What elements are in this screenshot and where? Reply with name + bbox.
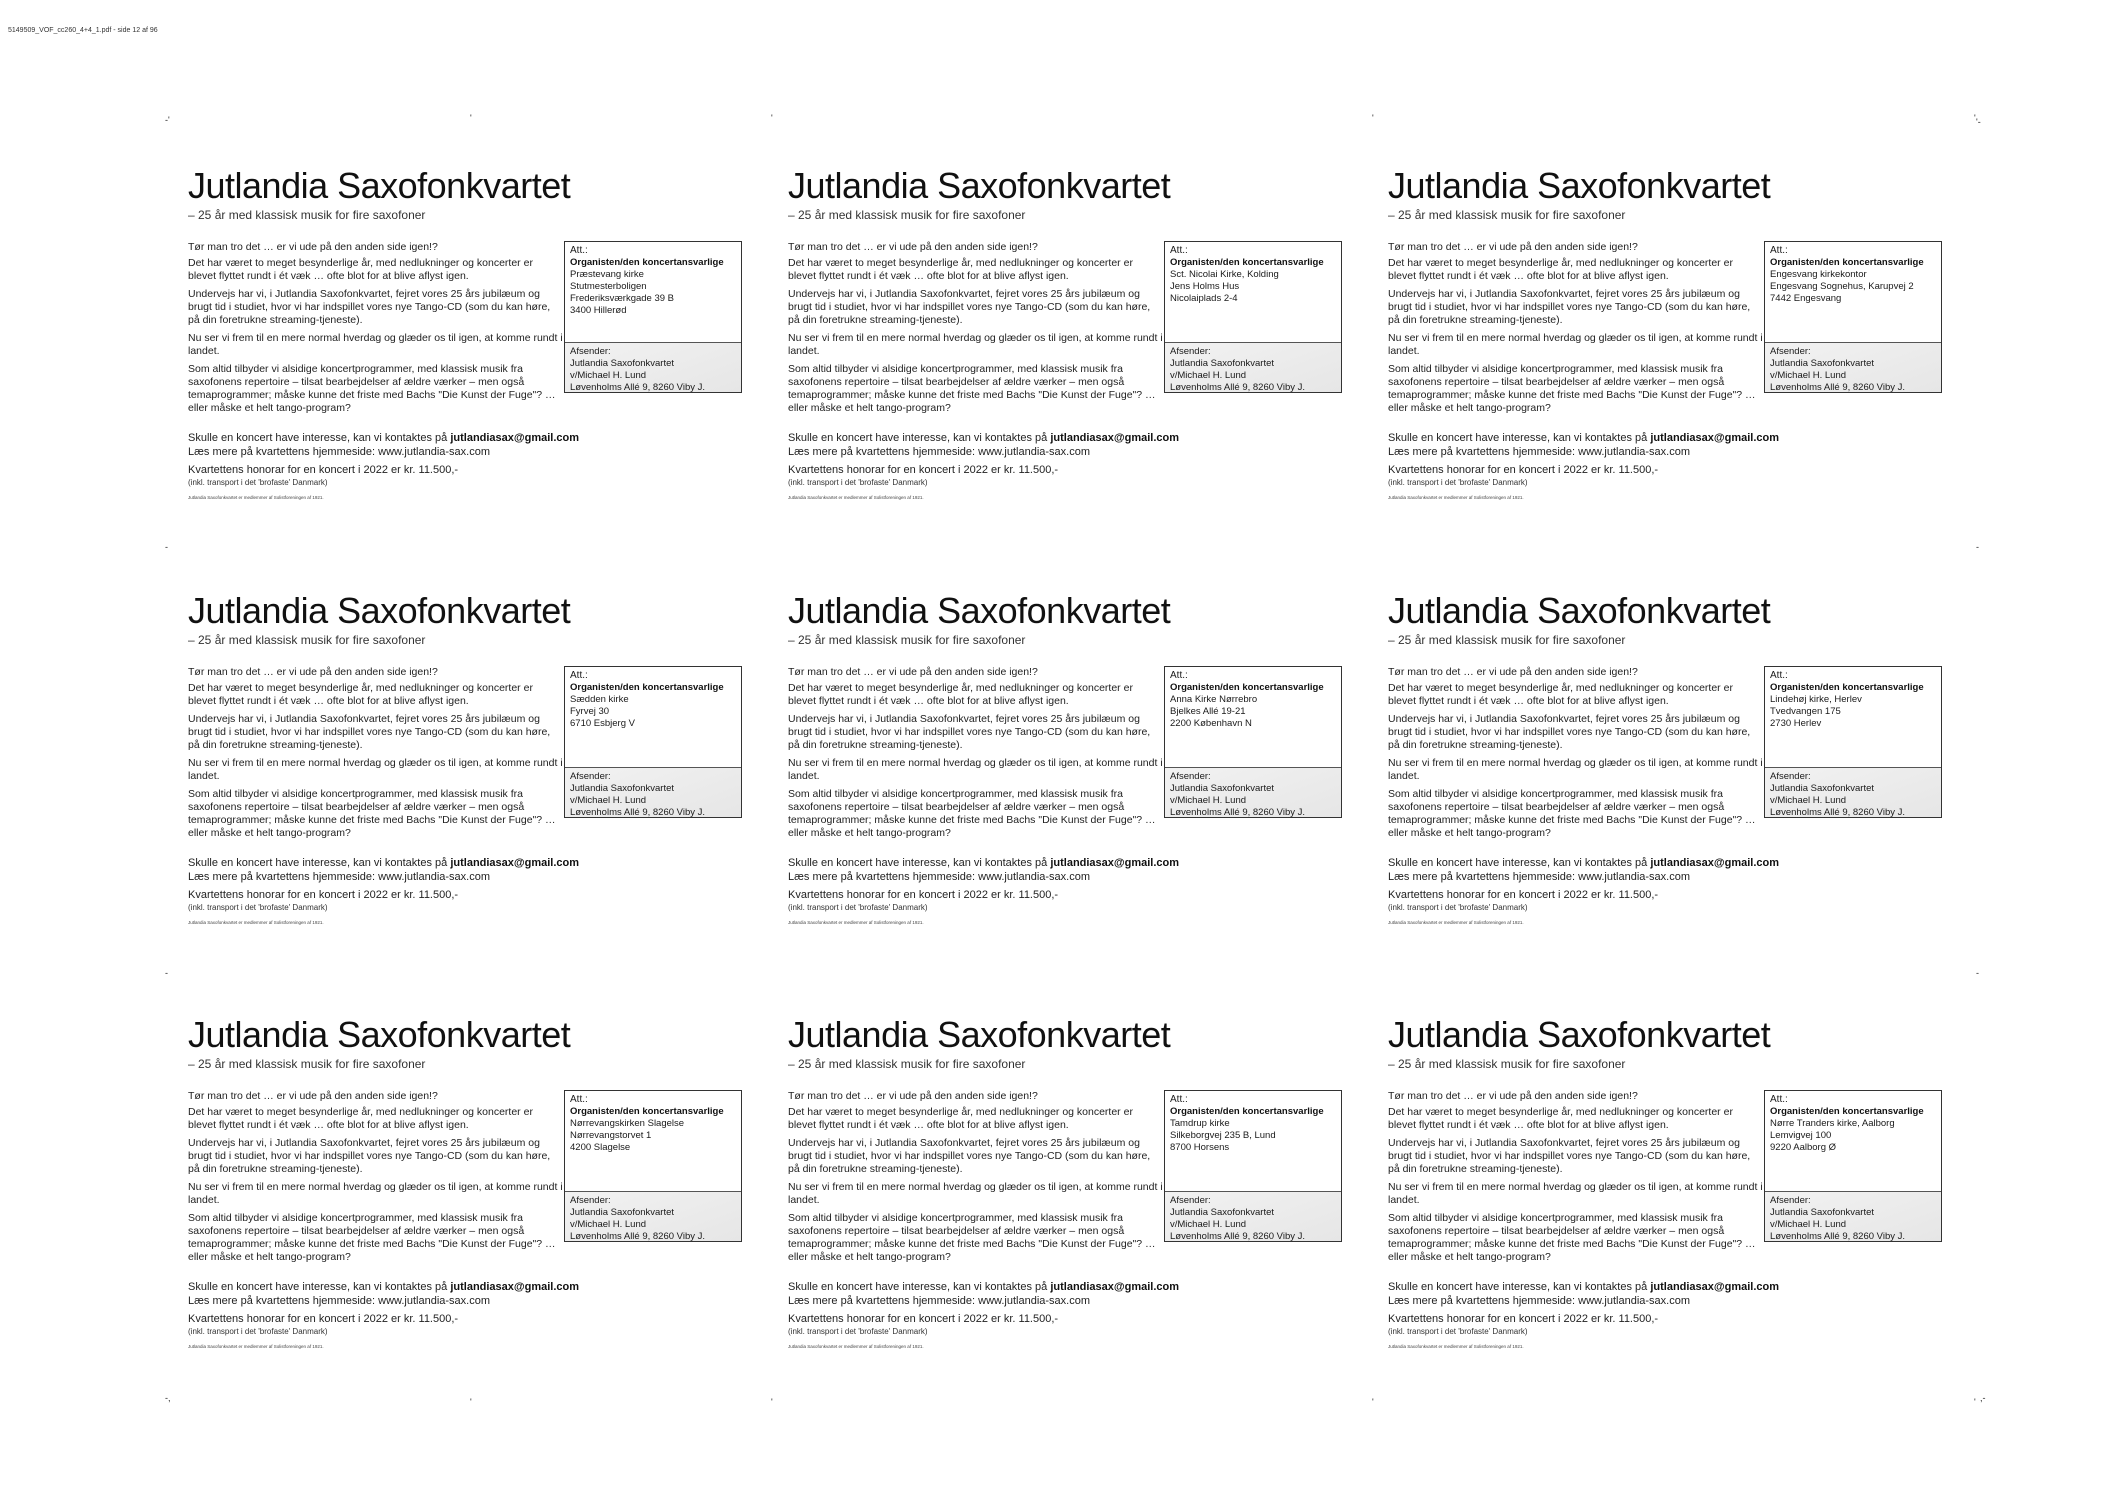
recipient-line: Silkeborgvej 235 B, Lund bbox=[1170, 1130, 1276, 1141]
recipient-address bbox=[1770, 1118, 1936, 1154]
recipient-block bbox=[1765, 667, 1941, 767]
body-paragraph: Det har været to meget besynderlige år, med nedlukninger og koncerter er blevet flyttet rundt i ét væk … ofte blot for at blive aflyst igen. bbox=[1388, 1106, 1733, 1131]
sender-line: Løvenholms Allé 9, 8260 Viby J. bbox=[1770, 382, 1906, 393]
contact-email: jutlandiasax@gmail.com bbox=[450, 432, 580, 444]
body-paragraph: Tør man tro det … er vi ude på den anden side igen!? bbox=[188, 1090, 438, 1102]
sender-block bbox=[565, 1191, 741, 1241]
body-paragraph: Undervejs har vi, i Jutlandia Saxofonkvartet, fejret vores 25 års jubilæum og brugt tid i studiet, hvor vi har indspillet vores nye Tango-CD (som du kan høre, på din foretrukne streaming-tjeneste). bbox=[1388, 1137, 1751, 1175]
concert-flyer bbox=[788, 165, 1348, 525]
fee-note: (inkl. transport i det 'brofaste' Danmark) bbox=[788, 903, 928, 912]
body-paragraph: Undervejs har vi, i Jutlandia Saxofonkvartet, fejret vores 25 års jubilæum og brugt tid i studiet, hvor vi har indspillet vores nye Tango-CD (som du kan høre, på din foretrukne streaming-tjeneste). bbox=[1388, 288, 1751, 326]
contact-prefix: Skulle en koncert have interesse, kan vi kontaktes på bbox=[788, 857, 1051, 869]
body-paragraph: Det har været to meget besynderlige år, med nedlukninger og koncerter er blevet flyttet rundt i ét væk … ofte blot for at blive aflyst igen. bbox=[188, 257, 533, 282]
body-paragraph: Nu ser vi frem til en mere normal hverdag og glæder os til igen, at komme rundt i landet. bbox=[788, 332, 1163, 357]
small-print: Jutlandia Saxofonkvartet er medlemmer af Solistforeningen af 1921. bbox=[1388, 495, 1524, 500]
sender-line: Jutlandia Saxofonkvartet bbox=[1170, 1207, 1275, 1218]
body-paragraph: Som altid tilbyder vi alsidige koncertprogrammer, med klassisk musik fra saxofonens repertoire – tilsat bearbejdelser af ældre værker – men også temaprogrammer; måske kunne det friste med Bachs "Die Kunst der Fuge"? … eller måske et helt tango-program? bbox=[188, 1212, 556, 1263]
recipient-line: Nørrevangskirken Slagelse bbox=[570, 1118, 685, 1129]
sender-line: Jutlandia Saxofonkvartet bbox=[1170, 783, 1275, 794]
att-label: Att.: bbox=[1770, 245, 1788, 256]
contact-email: jutlandiasax@gmail.com bbox=[1050, 857, 1180, 869]
recipient-address bbox=[1770, 269, 1936, 305]
sender-line: Løvenholms Allé 9, 8260 Viby J. bbox=[1770, 807, 1906, 818]
recipient-line: Nicolaiplads 2-4 bbox=[1170, 293, 1238, 304]
flyer-subtitle: – 25 år med klassisk musik for fire saxofoner bbox=[788, 208, 1026, 222]
body-paragraph: Det har været to meget besynderlige år, med nedlukninger og koncerter er blevet flyttet rundt i ét væk … ofte blot for at blive aflyst igen. bbox=[1388, 682, 1733, 707]
flyer-subtitle: – 25 år med klassisk musik for fire saxofoner bbox=[188, 1057, 426, 1071]
sender-block bbox=[565, 767, 741, 817]
sender-line: Løvenholms Allé 9, 8260 Viby J. bbox=[1170, 382, 1306, 393]
fee-line: Kvartettens honorar for en koncert i 2022 er kr. 11.500,- bbox=[188, 1313, 459, 1325]
sender-label: Afsender: bbox=[570, 771, 611, 782]
contact-prefix: Skulle en koncert have interesse, kan vi kontaktes på bbox=[188, 1281, 451, 1293]
concert-flyer bbox=[188, 1014, 748, 1374]
fee-line: Kvartettens honorar for en koncert i 2022 er kr. 11.500,- bbox=[188, 464, 459, 476]
concert-flyer bbox=[1388, 165, 1948, 525]
sender-line: Løvenholms Allé 9, 8260 Viby J. bbox=[1170, 1231, 1306, 1242]
att-label: Att.: bbox=[570, 670, 588, 681]
recipient-line: Nørre Tranders kirke, Aalborg bbox=[1770, 1118, 1895, 1129]
sender-label: Afsender: bbox=[570, 346, 611, 357]
recipient-address bbox=[1770, 694, 1936, 730]
flyer-body bbox=[1388, 1090, 1763, 1269]
flyer-subtitle: – 25 år med klassisk musik for fire saxofoner bbox=[1388, 633, 1626, 647]
sender-line: v/Michael H. Lund bbox=[1170, 370, 1247, 381]
concert-flyer bbox=[788, 1014, 1348, 1374]
contact-email: jutlandiasax@gmail.com bbox=[1650, 1281, 1780, 1293]
sender-block bbox=[1165, 767, 1341, 817]
flyer-title: Jutlandia Saxofonkvartet bbox=[188, 165, 571, 206]
body-paragraph: Det har været to meget besynderlige år, med nedlukninger og koncerter er blevet flyttet rundt i ét væk … ofte blot for at blive aflyst igen. bbox=[188, 682, 533, 707]
recipient-line: Fyrvej 30 bbox=[570, 706, 610, 717]
sender-line: v/Michael H. Lund bbox=[570, 1219, 647, 1230]
body-paragraph: Undervejs har vi, i Jutlandia Saxofonkvartet, fejret vores 25 års jubilæum og brugt tid i studiet, hvor vi har indspillet vores nye Tango-CD (som du kan høre, på din foretrukne streaming-tjeneste). bbox=[788, 288, 1151, 326]
body-paragraph: Som altid tilbyder vi alsidige koncertprogrammer, med klassisk musik fra saxofonens repertoire – tilsat bearbejdelser af ældre værker – men også temaprogrammer; måske kunne det friste med Bachs "Die Kunst der Fuge"? … eller måske et helt tango-program? bbox=[788, 363, 1156, 414]
recipient-role: Organisten/den koncertansvarlige bbox=[1170, 682, 1324, 693]
att-label: Att.: bbox=[1770, 1094, 1788, 1105]
recipient-role: Organisten/den koncertansvarlige bbox=[1170, 257, 1324, 268]
body-paragraph: Undervejs har vi, i Jutlandia Saxofonkvartet, fejret vores 25 års jubilæum og brugt tid i studiet, hvor vi har indspillet vores nye Tango-CD (som du kan høre, på din foretrukne streaming-tjeneste). bbox=[1388, 713, 1751, 751]
body-paragraph: Nu ser vi frem til en mere normal hverdag og glæder os til igen, at komme rundt i landet. bbox=[188, 332, 563, 357]
body-paragraph: Tør man tro det … er vi ude på den anden side igen!? bbox=[188, 666, 438, 678]
body-paragraph: Tør man tro det … er vi ude på den anden side igen!? bbox=[1388, 666, 1638, 678]
contact-block bbox=[188, 431, 748, 459]
recipient-role: Organisten/den koncertansvarlige bbox=[570, 682, 724, 693]
website-line: Læs mere på kvartettens hjemmeside: www.jutlandia-sax.com bbox=[188, 446, 491, 458]
crop-mark: - bbox=[1976, 542, 1979, 552]
recipient-block bbox=[1165, 667, 1341, 767]
fee-note: (inkl. transport i det 'brofaste' Danmark) bbox=[1388, 903, 1528, 912]
body-paragraph: Undervejs har vi, i Jutlandia Saxofonkvartet, fejret vores 25 års jubilæum og brugt tid i studiet, hvor vi har indspillet vores nye Tango-CD (som du kan høre, på din foretrukne streaming-tjeneste). bbox=[788, 1137, 1151, 1175]
crop-mark: ' bbox=[1372, 1397, 1374, 1407]
sender-line: Løvenholms Allé 9, 8260 Viby J. bbox=[570, 807, 706, 818]
crop-mark: - bbox=[165, 968, 168, 978]
body-paragraph: Som altid tilbyder vi alsidige koncertprogrammer, med klassisk musik fra saxofonens repertoire – tilsat bearbejdelser af ældre værker – men også temaprogrammer; måske kunne det friste med Bachs "Die Kunst der Fuge"? … eller måske et helt tango-program? bbox=[788, 788, 1156, 839]
recipient-role: Organisten/den koncertansvarlige bbox=[1170, 1106, 1324, 1117]
address-box bbox=[1764, 1090, 1942, 1242]
crop-mark: -, bbox=[165, 1393, 171, 1403]
website-line: Læs mere på kvartettens hjemmeside: www.jutlandia-sax.com bbox=[1388, 446, 1691, 458]
flyer-body bbox=[1388, 666, 1763, 845]
att-label: Att.: bbox=[1170, 245, 1188, 256]
website-line: Læs mere på kvartettens hjemmeside: www.jutlandia-sax.com bbox=[788, 446, 1091, 458]
address-box bbox=[1164, 241, 1342, 393]
recipient-address bbox=[570, 694, 736, 730]
recipient-line: Sct. Nicolai Kirke, Kolding bbox=[1170, 269, 1279, 280]
contact-line bbox=[1388, 856, 1948, 870]
sender-line: v/Michael H. Lund bbox=[1170, 795, 1247, 806]
address-box bbox=[1764, 241, 1942, 393]
flyer-title: Jutlandia Saxofonkvartet bbox=[188, 1014, 571, 1055]
contact-email: jutlandiasax@gmail.com bbox=[450, 1281, 580, 1293]
fee-note: (inkl. transport i det 'brofaste' Danmark) bbox=[1388, 1327, 1528, 1336]
crop-mark: ' bbox=[771, 1397, 773, 1407]
small-print: Jutlandia Saxofonkvartet er medlemmer af Solistforeningen af 1921. bbox=[188, 920, 324, 925]
att-label: Att.: bbox=[1170, 1094, 1188, 1105]
flyer-subtitle: – 25 år med klassisk musik for fire saxofoner bbox=[188, 208, 426, 222]
body-paragraph: Som altid tilbyder vi alsidige koncertprogrammer, med klassisk musik fra saxofonens repertoire – tilsat bearbejdelser af ældre værker – men også temaprogrammer; måske kunne det friste med Bachs "Die Kunst der Fuge"? … eller måske et helt tango-program? bbox=[1388, 1212, 1756, 1263]
body-paragraph: Nu ser vi frem til en mere normal hverdag og glæder os til igen, at komme rundt i landet. bbox=[188, 1181, 563, 1206]
recipient-line: Tamdrup kirke bbox=[1170, 1118, 1230, 1129]
contact-block bbox=[788, 431, 1348, 459]
fee-note: (inkl. transport i det 'brofaste' Danmark) bbox=[188, 478, 328, 487]
document-header: 5149509_VOF_cc260_4+4_1.pdf - side 12 af 96 bbox=[8, 27, 158, 34]
body-paragraph: Nu ser vi frem til en mere normal hverdag og glæder os til igen, at komme rundt i landet. bbox=[788, 1181, 1163, 1206]
website-line: Læs mere på kvartettens hjemmeside: www.jutlandia-sax.com bbox=[1388, 1295, 1691, 1307]
body-paragraph: Nu ser vi frem til en mere normal hverdag og glæder os til igen, at komme rundt i landet. bbox=[788, 757, 1163, 782]
contact-prefix: Skulle en koncert have interesse, kan vi kontaktes på bbox=[1388, 1281, 1651, 1293]
flyer-title: Jutlandia Saxofonkvartet bbox=[788, 1014, 1171, 1055]
recipient-line: 6710 Esbjerg V bbox=[570, 718, 635, 729]
sender-line: Løvenholms Allé 9, 8260 Viby J. bbox=[1770, 1231, 1906, 1242]
concert-flyer bbox=[1388, 1014, 1948, 1374]
crop-mark: - bbox=[165, 542, 168, 552]
crop-mark: ' bbox=[470, 1397, 472, 1407]
sender-line: v/Michael H. Lund bbox=[1170, 1219, 1247, 1230]
recipient-line: Præstevang kirke bbox=[570, 269, 644, 280]
body-paragraph: Tør man tro det … er vi ude på den anden side igen!? bbox=[188, 241, 438, 253]
contact-prefix: Skulle en koncert have interesse, kan vi kontaktes på bbox=[188, 432, 451, 444]
sender-line: Jutlandia Saxofonkvartet bbox=[570, 358, 675, 369]
flyer-subtitle: – 25 år med klassisk musik for fire saxofoner bbox=[788, 633, 1026, 647]
recipient-line: Lindehøj kirke, Herlev bbox=[1770, 694, 1862, 705]
sender-line: Jutlandia Saxofonkvartet bbox=[1770, 358, 1875, 369]
concert-flyer bbox=[188, 165, 748, 525]
body-paragraph: Tør man tro det … er vi ude på den anden side igen!? bbox=[788, 666, 1038, 678]
body-paragraph: Det har været to meget besynderlige år, med nedlukninger og koncerter er blevet flyttet rundt i ét væk … ofte blot for at blive aflyst igen. bbox=[788, 682, 1133, 707]
body-paragraph: Nu ser vi frem til en mere normal hverdag og glæder os til igen, at komme rundt i landet. bbox=[1388, 1181, 1763, 1206]
body-paragraph: Som altid tilbyder vi alsidige koncertprogrammer, med klassisk musik fra saxofonens repertoire – tilsat bearbejdelser af ældre værker – men også temaprogrammer; måske kunne det friste med Bachs "Die Kunst der Fuge"? … eller måske et helt tango-program? bbox=[1388, 788, 1756, 839]
flyer-subtitle: – 25 år med klassisk musik for fire saxofoner bbox=[188, 633, 426, 647]
concert-flyer bbox=[188, 590, 748, 950]
recipient-line: Frederiksværkgade 39 B bbox=[570, 293, 675, 304]
contact-line bbox=[788, 856, 1348, 870]
recipient-line: Nørrevangstorvet 1 bbox=[570, 1130, 652, 1141]
body-paragraph: Tør man tro det … er vi ude på den anden side igen!? bbox=[788, 241, 1038, 253]
att-label: Att.: bbox=[1770, 670, 1788, 681]
contact-email: jutlandiasax@gmail.com bbox=[1050, 1281, 1180, 1293]
sender-block bbox=[1765, 1191, 1941, 1241]
crop-mark: ' bbox=[470, 113, 472, 123]
fee-line: Kvartettens honorar for en koncert i 2022 er kr. 11.500,- bbox=[788, 464, 1059, 476]
recipient-role: Organisten/den koncertansvarlige bbox=[570, 257, 724, 268]
body-paragraph: Det har været to meget besynderlige år, med nedlukninger og koncerter er blevet flyttet rundt i ét væk … ofte blot for at blive aflyst igen. bbox=[788, 1106, 1133, 1131]
sender-label: Afsender: bbox=[570, 1195, 611, 1206]
sender-label: Afsender: bbox=[1770, 771, 1811, 782]
body-paragraph: Undervejs har vi, i Jutlandia Saxofonkvartet, fejret vores 25 års jubilæum og brugt tid i studiet, hvor vi har indspillet vores nye Tango-CD (som du kan høre, på din foretrukne streaming-tjeneste). bbox=[188, 1137, 551, 1175]
recipient-line: Anna Kirke Nørrebro bbox=[1170, 694, 1258, 705]
sender-line: Jutlandia Saxofonkvartet bbox=[1770, 1207, 1875, 1218]
address-box bbox=[1164, 666, 1342, 818]
recipient-address bbox=[1170, 1118, 1336, 1154]
body-paragraph: Nu ser vi frem til en mere normal hverdag og glæder os til igen, at komme rundt i landet. bbox=[1388, 332, 1763, 357]
recipient-block bbox=[565, 242, 741, 342]
recipient-line: Tvedvangen 175 bbox=[1770, 706, 1841, 717]
flyer-subtitle: – 25 år med klassisk musik for fire saxofoner bbox=[1388, 208, 1626, 222]
sender-label: Afsender: bbox=[1770, 346, 1811, 357]
recipient-line: Sædden kirke bbox=[570, 694, 629, 705]
contact-line bbox=[788, 431, 1348, 445]
body-paragraph: Som altid tilbyder vi alsidige koncertprogrammer, med klassisk musik fra saxofonens repertoire – tilsat bearbejdelser af ældre værker – men også temaprogrammer; måske kunne det friste med Bachs "Die Kunst der Fuge"? … eller måske et helt tango-program? bbox=[188, 363, 556, 414]
recipient-role: Organisten/den koncertansvarlige bbox=[1770, 1106, 1924, 1117]
small-print: Jutlandia Saxofonkvartet er medlemmer af Solistforeningen af 1921. bbox=[788, 1344, 924, 1349]
flyer-body bbox=[1388, 241, 1763, 420]
fee-line: Kvartettens honorar for en koncert i 2022 er kr. 11.500,- bbox=[1388, 464, 1659, 476]
recipient-role: Organisten/den koncertansvarlige bbox=[1770, 257, 1924, 268]
contact-line bbox=[188, 856, 748, 870]
contact-block bbox=[1388, 856, 1948, 884]
crop-mark: '- bbox=[1976, 117, 1981, 127]
fee-line: Kvartettens honorar for en koncert i 2022 er kr. 11.500,- bbox=[1388, 1313, 1659, 1325]
flyer-body bbox=[188, 1090, 563, 1269]
recipient-address bbox=[570, 269, 736, 317]
contact-block bbox=[188, 856, 748, 884]
recipient-line: 2730 Herlev bbox=[1770, 718, 1822, 729]
contact-block bbox=[1388, 431, 1948, 459]
contact-line bbox=[1388, 1280, 1948, 1294]
recipient-line: Bjelkes Allé 19-21 bbox=[1170, 706, 1246, 717]
fee-line: Kvartettens honorar for en koncert i 2022 er kr. 11.500,- bbox=[1388, 889, 1659, 901]
website-line: Læs mere på kvartettens hjemmeside: www.jutlandia-sax.com bbox=[788, 871, 1091, 883]
body-paragraph: Undervejs har vi, i Jutlandia Saxofonkvartet, fejret vores 25 års jubilæum og brugt tid i studiet, hvor vi har indspillet vores nye Tango-CD (som du kan høre, på din foretrukne streaming-tjeneste). bbox=[788, 713, 1151, 751]
recipient-line: Lemvigvej 100 bbox=[1770, 1130, 1832, 1141]
fee-note: (inkl. transport i det 'brofaste' Danmark) bbox=[188, 1327, 328, 1336]
contact-prefix: Skulle en koncert have interesse, kan vi kontaktes på bbox=[1388, 857, 1651, 869]
fee-line: Kvartettens honorar for en koncert i 2022 er kr. 11.500,- bbox=[788, 889, 1059, 901]
sender-block bbox=[1765, 342, 1941, 392]
recipient-address bbox=[1170, 269, 1336, 305]
fee-note: (inkl. transport i det 'brofaste' Danmark) bbox=[1388, 478, 1528, 487]
sender-block bbox=[565, 342, 741, 392]
att-label: Att.: bbox=[570, 1094, 588, 1105]
crop-mark: ' bbox=[1974, 113, 1976, 123]
recipient-block bbox=[1165, 242, 1341, 342]
sender-line: Løvenholms Allé 9, 8260 Viby J. bbox=[570, 382, 706, 393]
sender-line: v/Michael H. Lund bbox=[570, 795, 647, 806]
fee-note: (inkl. transport i det 'brofaste' Danmark) bbox=[188, 903, 328, 912]
concert-flyer bbox=[1388, 590, 1948, 950]
flyer-title: Jutlandia Saxofonkvartet bbox=[1388, 1014, 1771, 1055]
address-box bbox=[1764, 666, 1942, 818]
flyer-body bbox=[188, 666, 563, 845]
contact-prefix: Skulle en koncert have interesse, kan vi kontaktes på bbox=[188, 857, 451, 869]
sender-line: v/Michael H. Lund bbox=[1770, 795, 1847, 806]
concert-flyer bbox=[788, 590, 1348, 950]
website-line: Læs mere på kvartettens hjemmeside: www.jutlandia-sax.com bbox=[788, 1295, 1091, 1307]
recipient-role: Organisten/den koncertansvarlige bbox=[1770, 682, 1924, 693]
sender-block bbox=[1765, 767, 1941, 817]
sender-line: Jutlandia Saxofonkvartet bbox=[570, 783, 675, 794]
body-paragraph: Som altid tilbyder vi alsidige koncertprogrammer, med klassisk musik fra saxofonens repertoire – tilsat bearbejdelser af ældre værker – men også temaprogrammer; måske kunne det friste med Bachs "Die Kunst der Fuge"? … eller måske et helt tango-program? bbox=[788, 1212, 1156, 1263]
small-print: Jutlandia Saxofonkvartet er medlemmer af Solistforeningen af 1921. bbox=[188, 1344, 324, 1349]
recipient-block bbox=[1765, 242, 1941, 342]
flyer-title: Jutlandia Saxofonkvartet bbox=[788, 165, 1171, 206]
body-paragraph: Nu ser vi frem til en mere normal hverdag og glæder os til igen, at komme rundt i landet. bbox=[188, 757, 563, 782]
sender-line: Jutlandia Saxofonkvartet bbox=[1170, 358, 1275, 369]
recipient-block bbox=[565, 1091, 741, 1191]
sender-line: Jutlandia Saxofonkvartet bbox=[1770, 783, 1875, 794]
recipient-address bbox=[1170, 694, 1336, 730]
sender-label: Afsender: bbox=[1170, 1195, 1211, 1206]
small-print: Jutlandia Saxofonkvartet er medlemmer af Solistforeningen af 1921. bbox=[788, 920, 924, 925]
recipient-line: Engesvang kirkekontor bbox=[1770, 269, 1867, 280]
contact-line bbox=[1388, 431, 1948, 445]
website-line: Læs mere på kvartettens hjemmeside: www.jutlandia-sax.com bbox=[188, 1295, 491, 1307]
contact-block bbox=[788, 856, 1348, 884]
body-paragraph: Som altid tilbyder vi alsidige koncertprogrammer, med klassisk musik fra saxofonens repertoire – tilsat bearbejdelser af ældre værker – men også temaprogrammer; måske kunne det friste med Bachs "Die Kunst der Fuge"? … eller måske et helt tango-program? bbox=[1388, 363, 1756, 414]
body-paragraph: Som altid tilbyder vi alsidige koncertprogrammer, med klassisk musik fra saxofonens repertoire – tilsat bearbejdelser af ældre værker – men også temaprogrammer; måske kunne det friste med Bachs "Die Kunst der Fuge"? … eller måske et helt tango-program? bbox=[188, 788, 556, 839]
recipient-line: 7442 Engesvang bbox=[1770, 293, 1842, 304]
sender-line: Jutlandia Saxofonkvartet bbox=[570, 1207, 675, 1218]
recipient-block bbox=[1765, 1091, 1941, 1191]
small-print: Jutlandia Saxofonkvartet er medlemmer af Solistforeningen af 1921. bbox=[188, 495, 324, 500]
flyer-title: Jutlandia Saxofonkvartet bbox=[1388, 590, 1771, 631]
flyer-subtitle: – 25 år med klassisk musik for fire saxofoner bbox=[788, 1057, 1026, 1071]
body-paragraph: Det har været to meget besynderlige år, med nedlukninger og koncerter er blevet flyttet rundt i ét væk … ofte blot for at blive aflyst igen. bbox=[1388, 257, 1733, 282]
contact-block bbox=[1388, 1280, 1948, 1308]
contact-email: jutlandiasax@gmail.com bbox=[450, 857, 580, 869]
crop-mark: ' bbox=[771, 113, 773, 123]
sender-label: Afsender: bbox=[1170, 771, 1211, 782]
body-paragraph: Undervejs har vi, i Jutlandia Saxofonkvartet, fejret vores 25 års jubilæum og brugt tid i studiet, hvor vi har indspillet vores nye Tango-CD (som du kan høre, på din foretrukne streaming-tjeneste). bbox=[188, 288, 551, 326]
fee-note: (inkl. transport i det 'brofaste' Danmark) bbox=[788, 478, 928, 487]
sender-block bbox=[1165, 342, 1341, 392]
fee-note: (inkl. transport i det 'brofaste' Danmark) bbox=[788, 1327, 928, 1336]
recipient-role: Organisten/den koncertansvarlige bbox=[570, 1106, 724, 1117]
small-print: Jutlandia Saxofonkvartet er medlemmer af Solistforeningen af 1921. bbox=[788, 495, 924, 500]
fee-line: Kvartettens honorar for en koncert i 2022 er kr. 11.500,- bbox=[188, 889, 459, 901]
sender-label: Afsender: bbox=[1770, 1195, 1811, 1206]
body-paragraph: Tør man tro det … er vi ude på den anden side igen!? bbox=[788, 1090, 1038, 1102]
fee-line: Kvartettens honorar for en koncert i 2022 er kr. 11.500,- bbox=[788, 1313, 1059, 1325]
flyer-title: Jutlandia Saxofonkvartet bbox=[1388, 165, 1771, 206]
recipient-line: Stutmesterboligen bbox=[570, 281, 647, 292]
body-paragraph: Tør man tro det … er vi ude på den anden side igen!? bbox=[1388, 241, 1638, 253]
recipient-line: Engesvang Sognehus, Karupvej 2 bbox=[1770, 281, 1914, 292]
address-box bbox=[1164, 1090, 1342, 1242]
crop-mark: ' bbox=[1372, 113, 1374, 123]
sender-line: Løvenholms Allé 9, 8260 Viby J. bbox=[1170, 807, 1306, 818]
body-paragraph: Det har været to meget besynderlige år, med nedlukninger og koncerter er blevet flyttet rundt i ét væk … ofte blot for at blive aflyst igen. bbox=[788, 257, 1133, 282]
flyer-title: Jutlandia Saxofonkvartet bbox=[788, 590, 1171, 631]
contact-email: jutlandiasax@gmail.com bbox=[1650, 857, 1780, 869]
contact-prefix: Skulle en koncert have interesse, kan vi kontaktes på bbox=[1388, 432, 1651, 444]
contact-line bbox=[188, 1280, 748, 1294]
flyer-subtitle: – 25 år med klassisk musik for fire saxofoner bbox=[1388, 1057, 1626, 1071]
contact-prefix: Skulle en koncert have interesse, kan vi kontaktes på bbox=[788, 1281, 1051, 1293]
contact-block bbox=[788, 1280, 1348, 1308]
contact-email: jutlandiasax@gmail.com bbox=[1650, 432, 1780, 444]
contact-line bbox=[788, 1280, 1348, 1294]
contact-email: jutlandiasax@gmail.com bbox=[1050, 432, 1180, 444]
body-paragraph: Undervejs har vi, i Jutlandia Saxofonkvartet, fejret vores 25 års jubilæum og brugt tid i studiet, hvor vi har indspillet vores nye Tango-CD (som du kan høre, på din foretrukne streaming-tjeneste). bbox=[188, 713, 551, 751]
crop-mark: -' bbox=[165, 115, 170, 125]
crop-mark: ' bbox=[1974, 1397, 1976, 1407]
flyer-body bbox=[788, 241, 1163, 420]
sender-line: v/Michael H. Lund bbox=[570, 370, 647, 381]
recipient-line: Jens Holms Hus bbox=[1170, 281, 1240, 292]
address-box bbox=[564, 241, 742, 393]
website-line: Læs mere på kvartettens hjemmeside: www.jutlandia-sax.com bbox=[1388, 871, 1691, 883]
contact-line bbox=[188, 431, 748, 445]
address-box bbox=[564, 1090, 742, 1242]
flyer-body bbox=[788, 1090, 1163, 1269]
recipient-line: 9220 Aalborg Ø bbox=[1770, 1142, 1837, 1153]
body-paragraph: Nu ser vi frem til en mere normal hverdag og glæder os til igen, at komme rundt i landet. bbox=[1388, 757, 1763, 782]
recipient-line: 8700 Horsens bbox=[1170, 1142, 1230, 1153]
recipient-block bbox=[565, 667, 741, 767]
recipient-address bbox=[570, 1118, 736, 1154]
contact-block bbox=[188, 1280, 748, 1308]
flyer-body bbox=[788, 666, 1163, 845]
crop-mark: - bbox=[1976, 968, 1979, 978]
att-label: Att.: bbox=[1170, 670, 1188, 681]
sender-block bbox=[1165, 1191, 1341, 1241]
sender-line: v/Michael H. Lund bbox=[1770, 370, 1847, 381]
sender-label: Afsender: bbox=[1170, 346, 1211, 357]
recipient-line: 2200 København N bbox=[1170, 718, 1252, 729]
contact-prefix: Skulle en koncert have interesse, kan vi kontaktes på bbox=[788, 432, 1051, 444]
sender-line: v/Michael H. Lund bbox=[1770, 1219, 1847, 1230]
flyer-title: Jutlandia Saxofonkvartet bbox=[188, 590, 571, 631]
recipient-block bbox=[1165, 1091, 1341, 1191]
recipient-line: 3400 Hillerød bbox=[570, 305, 627, 316]
website-line: Læs mere på kvartettens hjemmeside: www.jutlandia-sax.com bbox=[188, 871, 491, 883]
flyer-body bbox=[188, 241, 563, 420]
crop-mark: ,- bbox=[1980, 1393, 1986, 1403]
small-print: Jutlandia Saxofonkvartet er medlemmer af Solistforeningen af 1921. bbox=[1388, 920, 1524, 925]
sender-line: Løvenholms Allé 9, 8260 Viby J. bbox=[570, 1231, 706, 1242]
recipient-line: 4200 Slagelse bbox=[570, 1142, 631, 1153]
small-print: Jutlandia Saxofonkvartet er medlemmer af Solistforeningen af 1921. bbox=[1388, 1344, 1524, 1349]
body-paragraph: Det har været to meget besynderlige år, med nedlukninger og koncerter er blevet flyttet rundt i ét væk … ofte blot for at blive aflyst igen. bbox=[188, 1106, 533, 1131]
att-label: Att.: bbox=[570, 245, 588, 256]
body-paragraph: Tør man tro det … er vi ude på den anden side igen!? bbox=[1388, 1090, 1638, 1102]
address-box bbox=[564, 666, 742, 818]
